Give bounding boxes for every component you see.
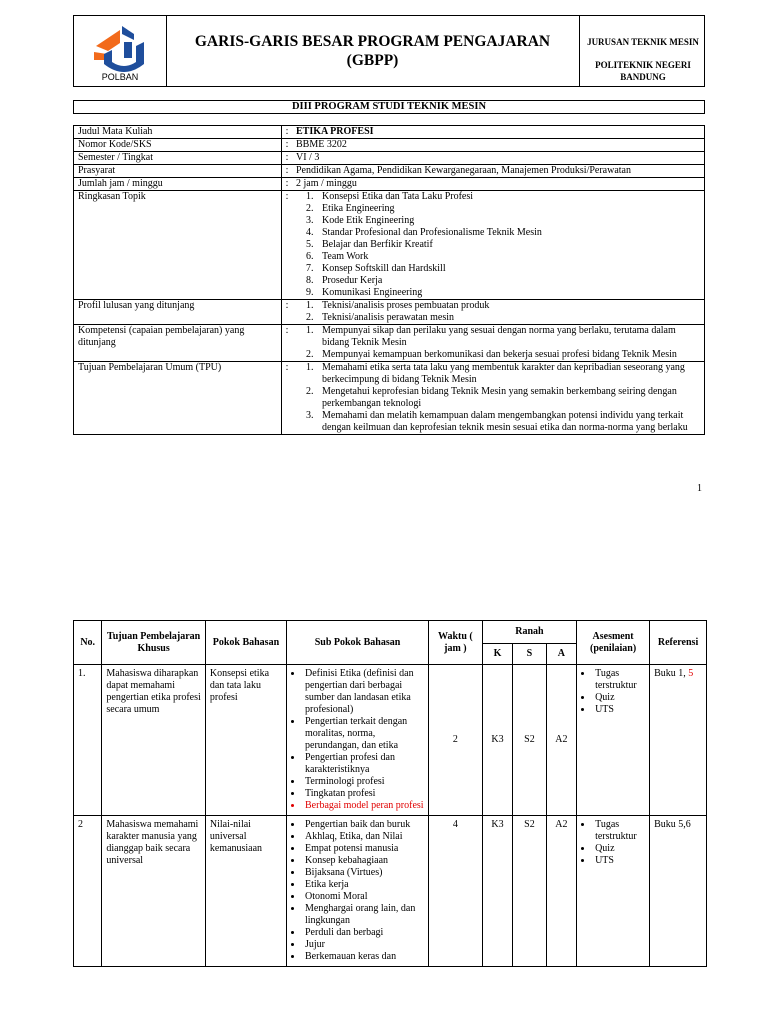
table-row [74,665,707,816]
info-row [74,165,705,178]
info-value: BBME 3202 [292,139,705,152]
table-header-row [74,621,707,644]
gbpp-table [73,620,707,967]
info-row [74,126,705,139]
row-referensi [650,665,707,816]
asesmen-list [581,668,645,716]
profile-list [296,300,700,324]
col-no: No. [74,621,102,665]
institution-name: POLITEKNIK NEGERI BANDUNG [595,60,691,82]
sub-topic-item: • Empat potensi manusia [303,843,424,855]
sub-topic-item: • Etika kerja [303,879,424,891]
info-label: Profil lulusan yang ditunjang [74,300,282,325]
row-a: A2 [546,816,576,967]
sub-topic-item: • Pengertian baik dan buruk [303,819,424,831]
info-label: Kompetensi (capaian pembelajaran) yang ditunjang [74,325,282,362]
info-label: Judul Mata Kuliah [74,126,282,139]
col-referensi: Referensi [650,621,707,665]
row-asesmen [577,665,650,816]
sub-topic-item: • Definisi Etika (definisi dan pengertian dari berbagai sumber dan landasan etika profesional) [303,668,424,716]
row-s: S2 [513,665,546,816]
info-row-competency [74,325,705,362]
sub-topic-item-highlighted: • Berbagai model peran profesi [303,800,424,812]
sub-topic-item: • Berkemauan keras dan [303,951,424,963]
row-asesmen [577,816,650,967]
col-pokok-bahasan: Pokok Bahasan [205,621,286,665]
asesmen-item: • Quiz [593,692,645,704]
title-line-1: GARIS-GARIS BESAR PROGRAM PENGAJARAN [194,33,551,50]
topic-item: 6. Team Work [316,251,700,263]
info-label: Prasyarat [74,165,282,178]
row-tpk: Mahasiswa diharapkan dapat memahami pengertian etika profesi secara umum [102,665,205,816]
document-header [73,15,705,87]
info-value: 2 jam / minggu [292,178,705,191]
row-waktu: 4 [429,816,483,967]
topic-item: 2. Etika Engineering [316,203,700,215]
row-pokok: Nilai-nilai universal kemanusiaan [205,816,286,967]
row-pokok: Konsepsi etika dan tata laku profesi [205,665,286,816]
sub-topic-item: • Pengertian terkait dengan moralitas, norma, perundangan, dan etika [303,716,424,752]
topic-item: 4. Standar Profesional dan Profesionalisme Teknik Mesin [316,227,700,239]
info-colon: : [282,126,293,139]
tpu-list [296,362,700,434]
topic-item: 3. Kode Etik Engineering [316,215,700,227]
info-row-tpu [74,362,705,435]
page-number: 1 [697,483,702,494]
info-value: Pendidikan Agama, Pendidikan Kewarganegaraan, Manajemen Produksi/Perawatan [292,165,705,178]
competency-cell [292,325,705,362]
info-colon: : [282,165,293,178]
info-row [74,152,705,165]
asesmen-item: • Tugas terstruktur [593,668,645,692]
profile-item: 2. Teknisi/analisis perawatan mesin [316,312,700,324]
info-colon: : [282,152,293,165]
col-asesmen: Asesment (penilaian) [577,621,650,665]
document-title [166,16,580,86]
info-colon: : [282,139,293,152]
row-waktu: 2 [429,665,483,816]
reference-text: Buku 1, [654,668,689,679]
col-sub-pokok-bahasan: Sub Pokok Bahasan [287,621,429,665]
row-tpk: Mahasiswa memahami karakter manusia yang dianggap baik secara universal [102,816,205,967]
course-info-table [73,125,705,435]
sub-topic-item: • Konsep kebahagiaan [303,855,424,867]
sub-topic-item: • Akhlaq, Etika, dan Nilai [303,831,424,843]
row-sub [287,816,429,967]
sub-topic-list [291,668,424,812]
topics-cell [292,191,705,300]
topics-list [296,191,700,299]
row-referensi: Buku 5,6 [650,816,707,967]
asesmen-item: • Quiz [593,843,645,855]
tpu-item: 1. Memahami etika serta tata laku yang membentuk karakter dan kepribadian seseorang yang berkecimpung di bidang Teknik Mesin [316,362,700,386]
asesmen-item: • UTS [593,704,645,716]
competency-list [296,325,700,361]
sub-topic-item: • Pengertian profesi dan karakteristiknya [303,752,424,776]
info-row-profile [74,300,705,325]
col-tpk: Tujuan Pembelajaran Khusus [102,621,205,665]
profile-item: 1. Teknisi/analisis proses pembuatan produk [316,300,700,312]
sub-topic-item: • Tingkatan profesi [303,788,424,800]
course-title-value: ETIKA PROFESI [292,126,705,139]
sub-topic-item: • Perduli dan berbagi [303,927,424,939]
row-k: K3 [482,816,512,967]
info-label: Jumlah jam / minggu [74,178,282,191]
col-ranah: Ranah [482,621,576,644]
info-label: Tujuan Pembelajaran Umum (TPU) [74,362,282,435]
department-name: JURUSAN TEKNIK MESIN [587,37,699,47]
sub-topic-item: • Bijaksana (Virtues) [303,867,424,879]
asesmen-item: • Tugas terstruktur [593,819,645,843]
sub-topic-item: • Terminologi profesi [303,776,424,788]
info-colon: : [282,325,293,362]
info-colon: : [282,362,293,435]
row-no: 1. [74,665,102,816]
reference-highlight: 5 [688,668,694,679]
info-colon: : [282,300,293,325]
row-a: A2 [546,665,576,816]
row-no: 2 [74,816,102,967]
info-label: Nomor Kode/SKS [74,139,282,152]
topic-item: 5. Belajar dan Berfikir Kreatif [316,239,700,251]
asesmen-item: • UTS [593,855,645,867]
program-title: DIII PROGRAM STUDI TEKNIK MESIN [73,100,705,114]
sub-topic-item: • Menghargai orang lain, dan lingkungan [303,903,424,927]
sub-topic-item: • Otonomi Moral [303,891,424,903]
topic-item: 7. Konsep Softskill dan Hardskill [316,263,700,275]
logo-cell [74,16,167,86]
tpu-item: 2. Mengetahui keprofesian bidang Teknik Mesin yang semakin berkembang seiring dengan perkembangan teknologi [316,386,700,410]
topic-item: 1. Konsepsi Etika dan Tata Laku Profesi [316,191,700,203]
col-waktu: Waktu ( jam ) [429,621,483,665]
row-s: S2 [513,816,546,967]
col-k: K [482,644,512,665]
polban-logo-icon [74,16,166,74]
row-k: K3 [482,665,512,816]
info-value: VI / 3 [292,152,705,165]
info-colon: : [282,178,293,191]
info-label: Ringkasan Topik [74,191,282,300]
topic-item: 8. Prosedur Kerja [316,275,700,287]
competency-item: 1. Mempunyai sikap dan perilaku yang sesuai dengan norma yang berlaku, terutama dalam bidang Teknik Mesin [316,325,700,349]
profile-cell [292,300,705,325]
row-sub [287,665,429,816]
topic-item: 9. Komunikasi Engineering [316,287,700,299]
competency-item: 2. Mempunyai kemampuan berkomunikasi dan bekerja sesuai profesi bidang Teknik Mesin [316,349,700,361]
col-a: A [546,644,576,665]
institution-cell [580,16,706,86]
col-s: S [513,644,546,665]
table-row [74,816,707,967]
logo-text: POLBAN [101,72,139,82]
tpu-cell [292,362,705,435]
tpu-item: 3. Memahami dan melatih kemampuan dalam mengembangkan potensi individu yang terkait dengan keilmuan dan keprofesian teknik mesin sesuai etika dan norma-norma yang berlaku [316,410,700,434]
sub-topic-item: • Jujur [303,939,424,951]
title-line-2: (GBPP) [346,52,399,69]
sub-topic-list [291,819,424,963]
asesmen-list [581,819,645,867]
info-label: Semester / Tingkat [74,152,282,165]
info-row-topics [74,191,705,300]
info-row [74,139,705,152]
info-row [74,178,705,191]
info-colon: : [282,191,293,300]
